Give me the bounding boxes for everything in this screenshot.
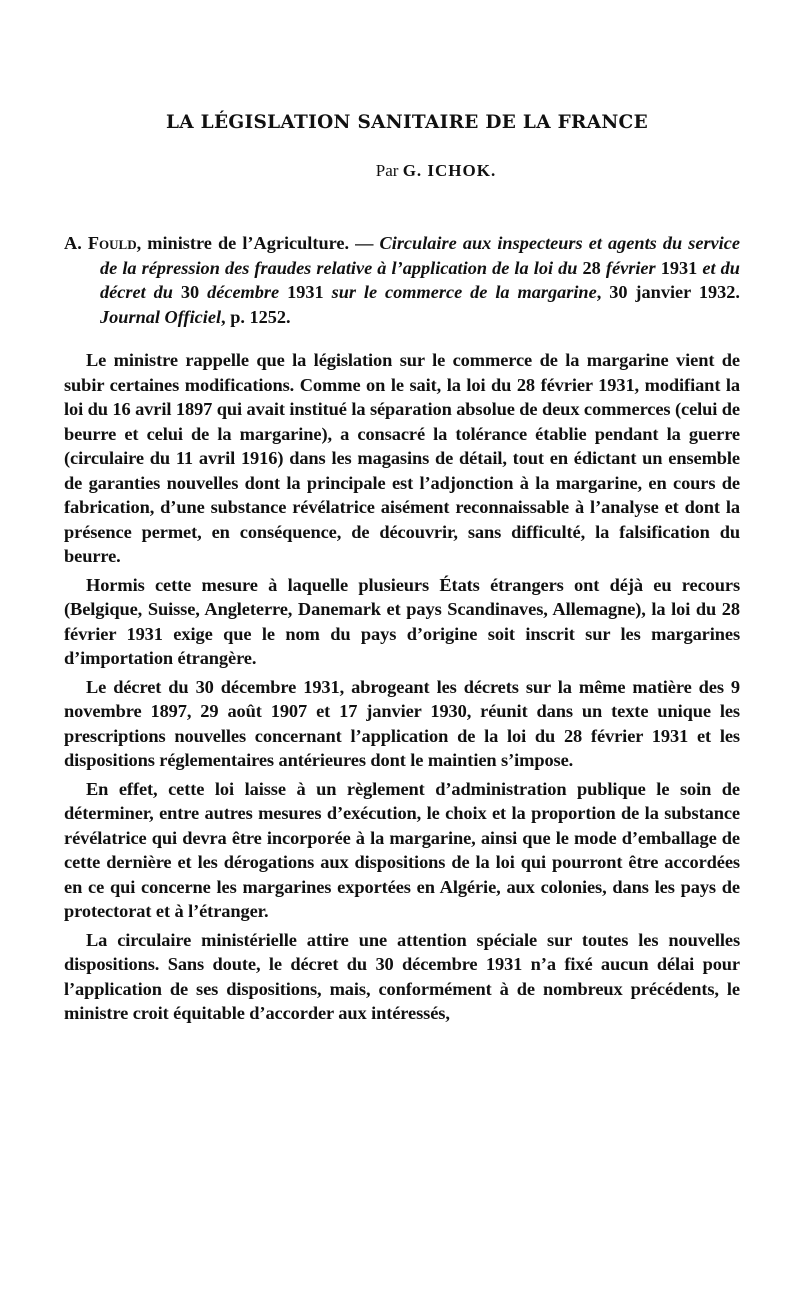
paragraph: En effet, cette loi laisse à un règlement d’administration publique le soin de déterminer, entre autres mesures d’exécution, le choix et la proportion de la substance révélatrice qui devra être incorporée à la margarine, ainsi que le mode d’emballage de cette dernière et les dérogations aux dispositions de la loi qui pourront être accordées en ce qui concerne les margarines exportées en Algérie, aux colonies, dans les pays de protectorat et à l’étranger.	[64, 778, 740, 922]
paragraph: Le ministre rappelle que la législation sur le commerce de la margarine vient de subir certaines modifications. Comme on le sait, la loi du 28 février 1931, modifiant la loi du 16 avril 1897 qui avait institué la séparation absolue de deux commerces (celui de beurre et celui de la margarine), a consacré la tolérance établie pendant la guerre (circulaire du 11 avril 1916) dans les magasins de détail, tout en édictant un ensemble de garanties nouvelles dont la principale est l’adjonction à la margarine, en cours de fabrication, d’une substance révélatrice aisément reconnaissable à l’analyse et dont la présence permet, en conséquence, de découvrir, sans difficulté, la falsification du beurre.	[64, 350, 740, 567]
document-title: LA LÉGISLATION SANITAIRE DE LA FRANCE	[165, 112, 648, 133]
citation-journal: Journal Officiel	[100, 306, 222, 327]
citation-title-part1: Circulaire aux inspecteurs et agents du service de la répression des fraudes relative à l’application de la loi du	[100, 233, 740, 278]
citation-author-initial: A.	[64, 233, 82, 253]
citation-author-surname: Fould	[87, 233, 137, 253]
citation-author-role: , ministre de l’Agriculture. —	[136, 233, 380, 253]
citation-date: , 30 janvier 1932.	[596, 282, 741, 303]
citation-title-part3: et du décret du	[100, 257, 740, 303]
citation-law-day: 28	[582, 257, 601, 278]
body-text	[64, 348, 740, 1026]
document-page	[64, 112, 740, 1030]
citation-title-part4: décembre	[199, 282, 288, 303]
citation-title-part2: février	[600, 257, 661, 278]
citation-law-year: 1931	[660, 257, 698, 278]
author-line	[64, 161, 740, 181]
author-name: G. ICHOK.	[402, 161, 497, 180]
paragraph: La circulaire ministérielle attire une attention spéciale sur toutes les nouvelles dispositions. Sans doute, le décret du 30 décembre 1931 n’a fixé aucun délai pour l’application de ses dispositions, mais, conformément à de nombreux précédents, le ministre croit équitable d’accorder aux intéressés,	[64, 929, 740, 1024]
citation-title-part5: sur le commerce de la margarine	[323, 282, 597, 303]
paragraph: Hormis cette mesure à laquelle plusieurs États étrangers ont déjà eu recours (Belgique, Suisse, Angleterre, Danemark et pays Scandinaves, Allemagne), la loi du 28 février 1931 exige que le nom du pays d’origine soit inscrit sur les margarines d’importation étrangère.	[64, 574, 740, 669]
paragraph: Le décret du 30 décembre 1931, abrogeant les décrets sur la même matière des 9 novembre 1897, 29 août 1907 et 17 janvier 1930, réunit dans un texte unique les prescriptions nouvelles concernant l’application de la loi du 28 février 1931 et les dispositions réglementaires antérieures dont le maintien s’impose.	[64, 676, 740, 771]
citation-page: , p. 1252.	[221, 306, 291, 327]
citation-decree-year: 1931	[287, 282, 324, 303]
citation-decree-day: 30	[180, 282, 200, 303]
citation-reference	[64, 231, 740, 329]
author-prefix: Par	[375, 161, 399, 180]
